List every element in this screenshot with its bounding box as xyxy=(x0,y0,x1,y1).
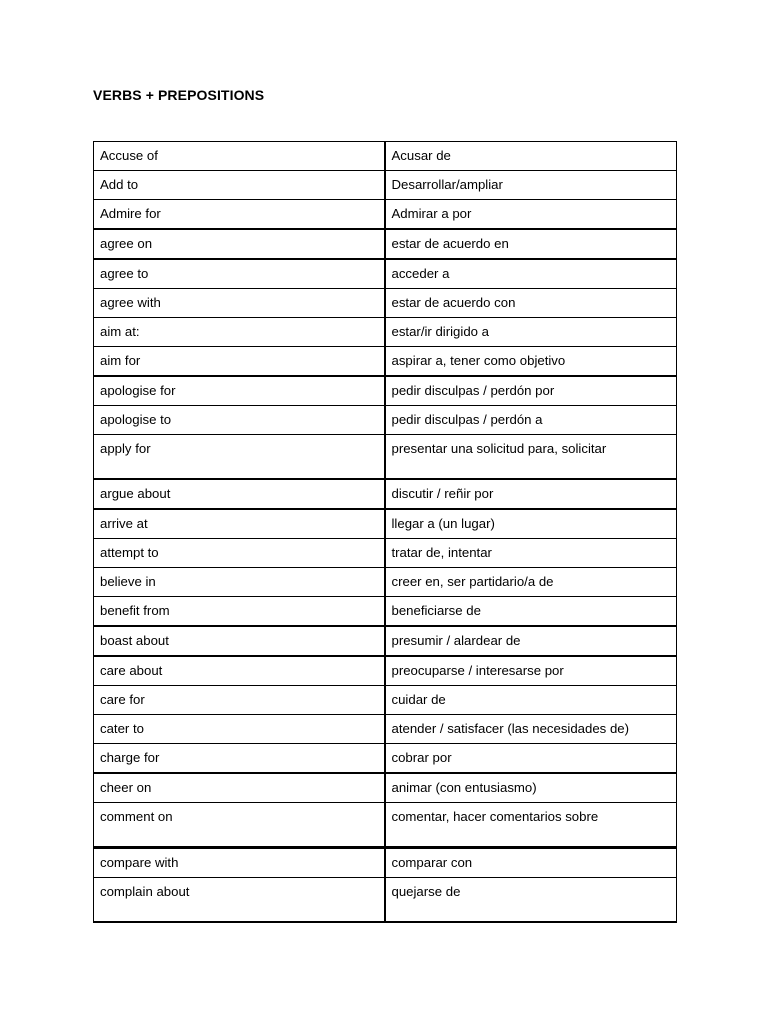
english-verb-cell: Accuse of xyxy=(94,142,385,171)
spanish-translation-cell: cuidar de xyxy=(385,686,677,715)
page-title: VERBS + PREPOSITIONS xyxy=(93,87,265,103)
table-row xyxy=(94,479,677,509)
table-row xyxy=(94,744,677,774)
english-verb-cell: attempt to xyxy=(94,539,385,568)
english-verb-cell: care about xyxy=(94,656,385,686)
spanish-translation-cell: cobrar por xyxy=(385,744,677,774)
english-verb-cell: Admire for xyxy=(94,200,385,230)
english-verb-cell: agree to xyxy=(94,259,385,289)
spanish-translation-cell: discutir / reñir por xyxy=(385,479,677,509)
spanish-translation-cell: beneficiarse de xyxy=(385,597,677,627)
spanish-translation-cell: quejarse de xyxy=(385,878,677,923)
spanish-translation-cell: estar/ir dirigido a xyxy=(385,318,677,347)
spanish-translation-cell: estar de acuerdo en xyxy=(385,229,677,259)
table-row xyxy=(94,406,677,435)
table-row xyxy=(94,229,677,259)
spanish-translation-cell: presumir / alardear de xyxy=(385,626,677,656)
english-verb-cell: apologise for xyxy=(94,376,385,406)
english-verb-cell: cheer on xyxy=(94,773,385,803)
spanish-translation-cell: llegar a (un lugar) xyxy=(385,509,677,539)
english-verb-cell: complain about xyxy=(94,878,385,923)
english-verb-cell: believe in xyxy=(94,568,385,597)
table-row xyxy=(94,773,677,803)
table-row xyxy=(94,289,677,318)
table-row xyxy=(94,715,677,744)
table-row xyxy=(94,142,677,171)
table-row xyxy=(94,318,677,347)
table-row xyxy=(94,597,677,627)
english-verb-cell: arrive at xyxy=(94,509,385,539)
english-verb-cell: apply for xyxy=(94,435,385,480)
english-verb-cell: agree on xyxy=(94,229,385,259)
spanish-translation-cell: animar (con entusiasmo) xyxy=(385,773,677,803)
table-row xyxy=(94,259,677,289)
spanish-translation-cell: comparar con xyxy=(385,848,677,878)
table-row xyxy=(94,656,677,686)
spanish-translation-cell: pedir disculpas / perdón a xyxy=(385,406,677,435)
table-row xyxy=(94,878,677,923)
english-verb-cell: Add to xyxy=(94,171,385,200)
table-row xyxy=(94,539,677,568)
spanish-translation-cell: comentar, hacer comentarios sobre xyxy=(385,803,677,848)
spanish-translation-cell: atender / satisfacer (las necesidades de) xyxy=(385,715,677,744)
spanish-translation-cell: preocuparse / interesarse por xyxy=(385,656,677,686)
table-row xyxy=(94,568,677,597)
spanish-translation-cell: Desarrollar/ampliar xyxy=(385,171,677,200)
table-row xyxy=(94,626,677,656)
table-row xyxy=(94,376,677,406)
vocabulary-table xyxy=(93,141,677,923)
english-verb-cell: aim at: xyxy=(94,318,385,347)
table-row xyxy=(94,347,677,377)
english-verb-cell: aim for xyxy=(94,347,385,377)
spanish-translation-cell: creer en, ser partidario/a de xyxy=(385,568,677,597)
english-verb-cell: compare with xyxy=(94,848,385,878)
english-verb-cell: apologise to xyxy=(94,406,385,435)
spanish-translation-cell: presentar una solicitud para, solicitar xyxy=(385,435,677,480)
english-verb-cell: agree with xyxy=(94,289,385,318)
english-verb-cell: benefit from xyxy=(94,597,385,627)
spanish-translation-cell: Acusar de xyxy=(385,142,677,171)
table-row xyxy=(94,200,677,230)
table-row xyxy=(94,848,677,878)
table-row xyxy=(94,171,677,200)
english-verb-cell: cater to xyxy=(94,715,385,744)
spanish-translation-cell: acceder a xyxy=(385,259,677,289)
spanish-translation-cell: pedir disculpas / perdón por xyxy=(385,376,677,406)
english-verb-cell: boast about xyxy=(94,626,385,656)
table-row xyxy=(94,686,677,715)
english-verb-cell: care for xyxy=(94,686,385,715)
spanish-translation-cell: aspirar a, tener como objetivo xyxy=(385,347,677,377)
spanish-translation-cell: Admirar a por xyxy=(385,200,677,230)
english-verb-cell: argue about xyxy=(94,479,385,509)
table-row xyxy=(94,803,677,848)
english-verb-cell: charge for xyxy=(94,744,385,774)
spanish-translation-cell: estar de acuerdo con xyxy=(385,289,677,318)
table-row xyxy=(94,435,677,480)
table-row xyxy=(94,509,677,539)
spanish-translation-cell: tratar de, intentar xyxy=(385,539,677,568)
english-verb-cell: comment on xyxy=(94,803,385,848)
